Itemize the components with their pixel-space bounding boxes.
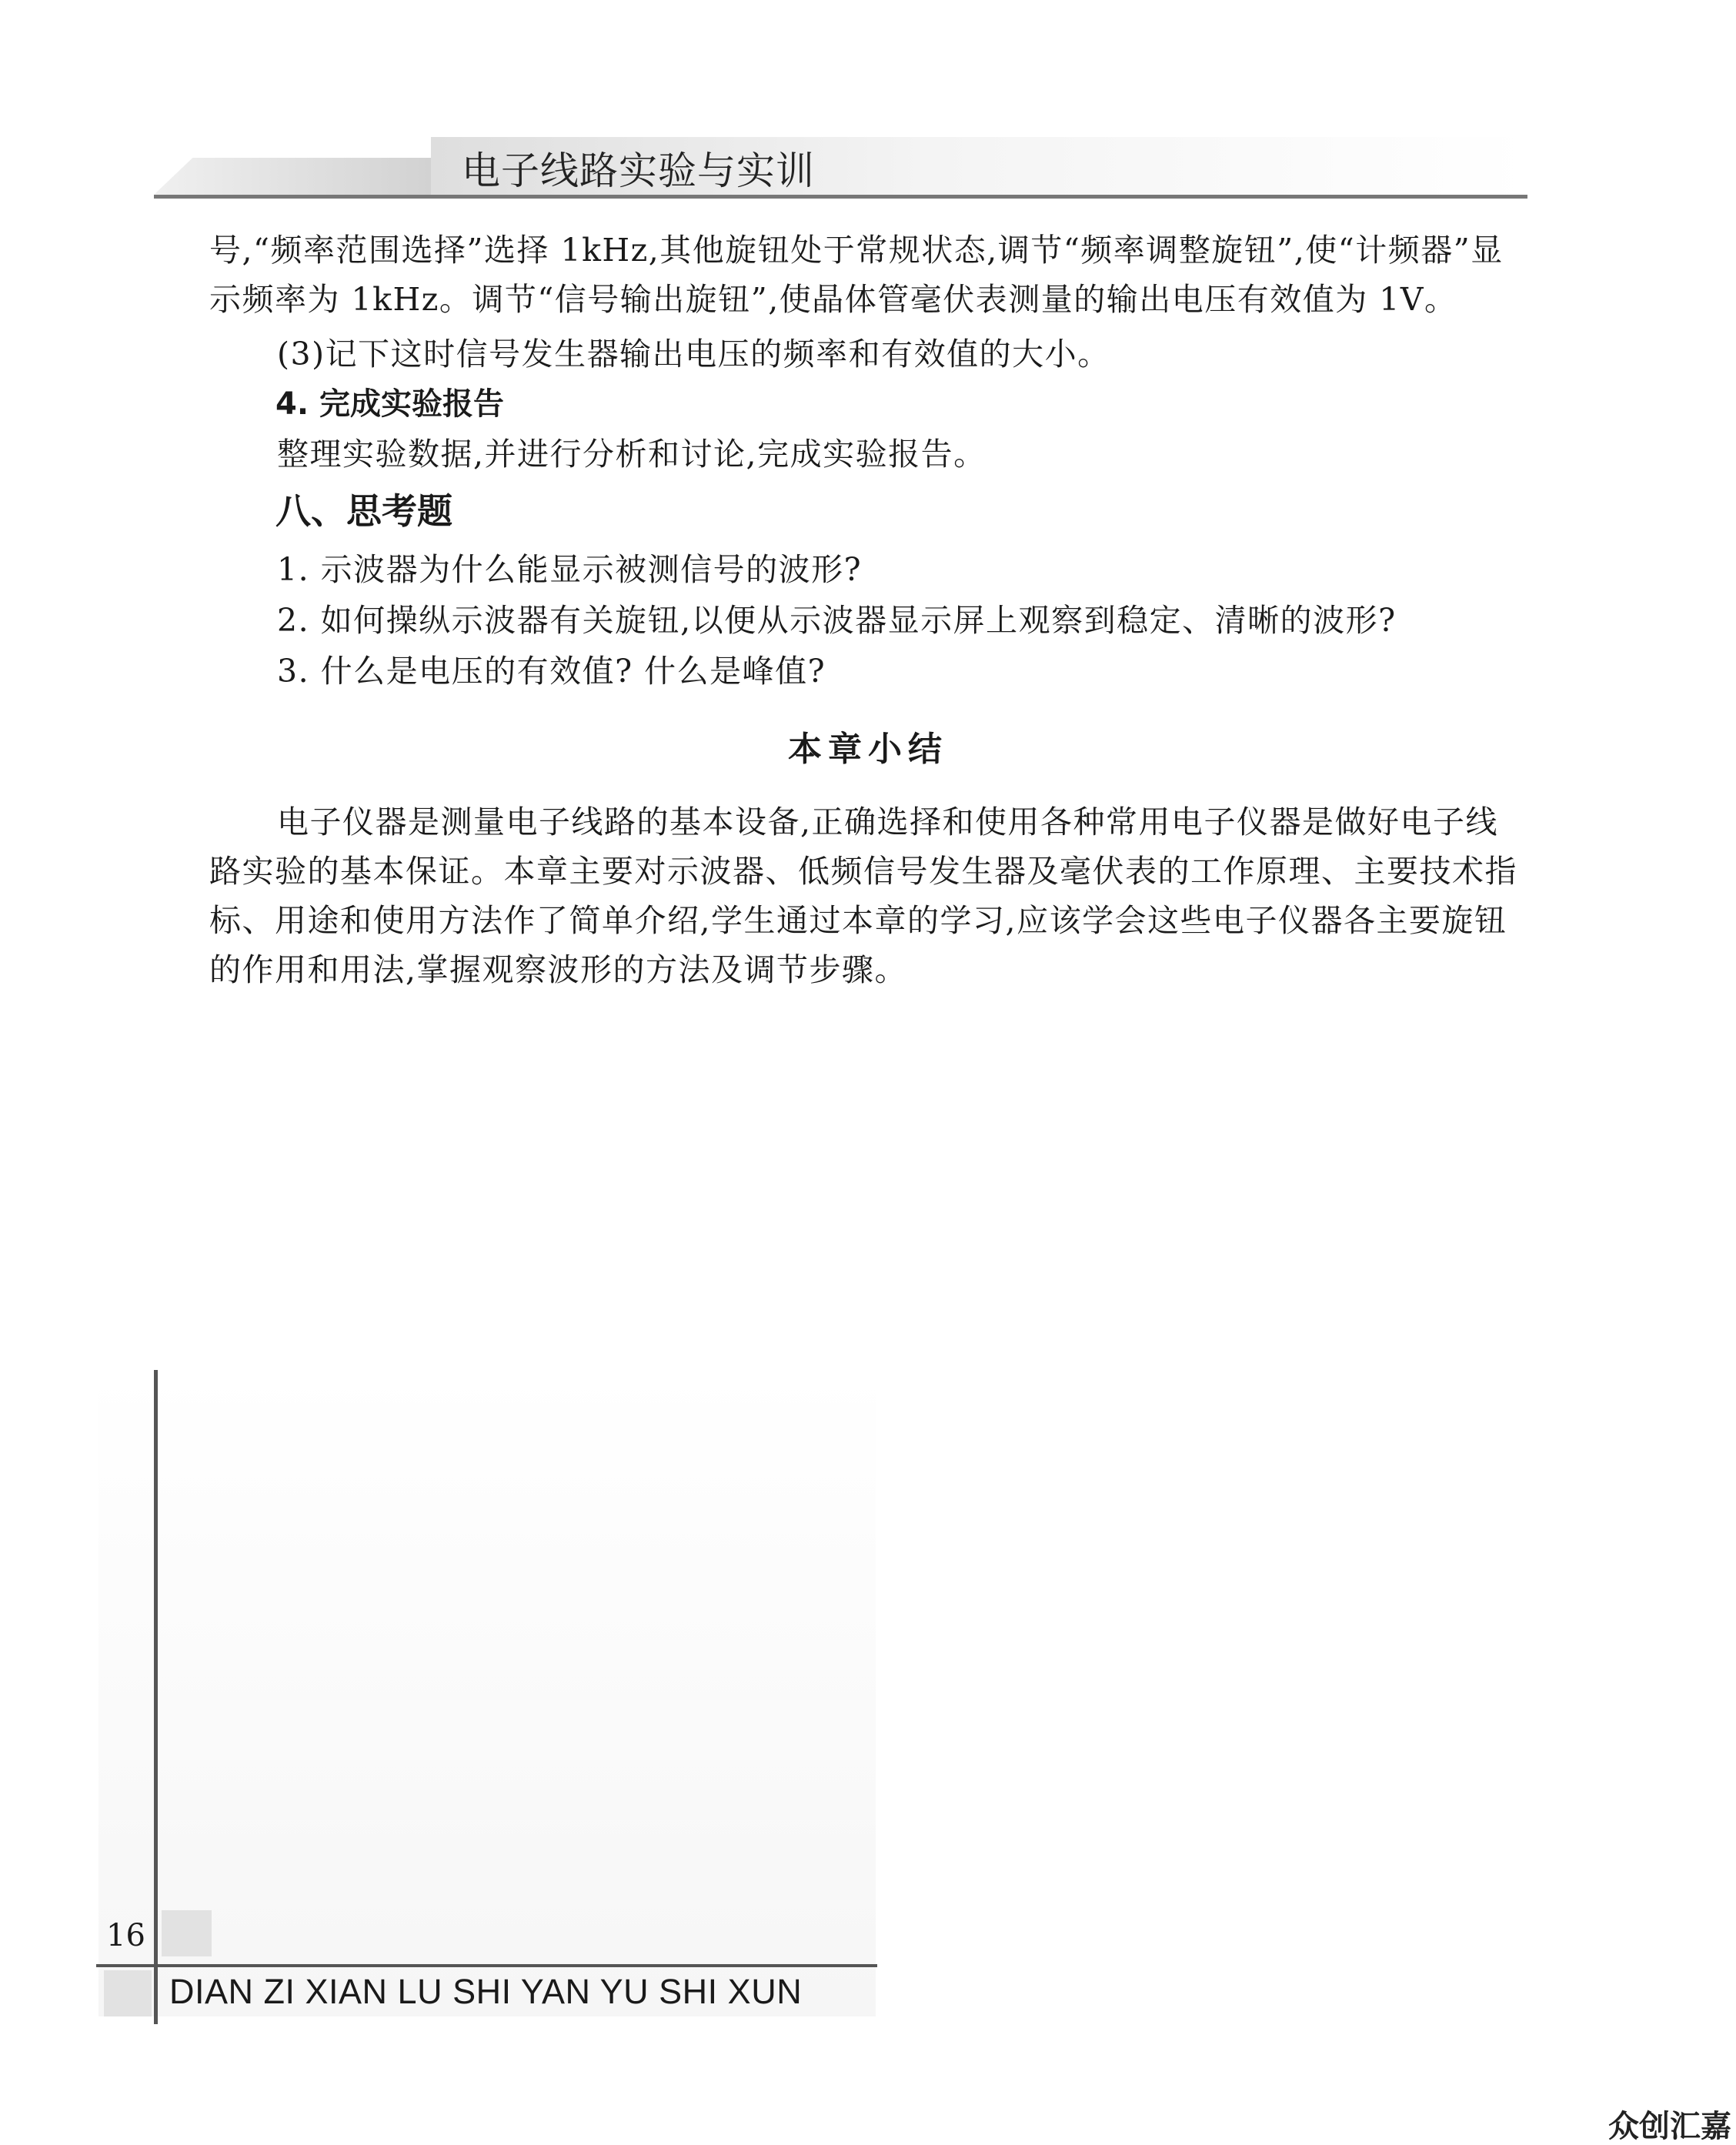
- section-heading-questions: 八、思考题: [275, 490, 452, 532]
- watermark-text: 众创汇嘉: [1608, 2109, 1731, 2144]
- header-rule: [154, 195, 1527, 199]
- footer-decoration-square: [162, 1910, 212, 1956]
- running-header-title: 电子线路实验与实训: [462, 149, 815, 193]
- header-decoration-wedge: [154, 158, 431, 195]
- subheading-complete-report: 4. 完成实验报告: [275, 386, 504, 422]
- footer-vertical-rule: [154, 1370, 158, 2024]
- question-1: 1. 示波器为什么能显示被测信号的波形?: [277, 551, 863, 588]
- paragraph-report: 整理实验数据,并进行分析和讨论,完成实验报告。: [277, 436, 987, 473]
- question-3: 3. 什么是电压的有效值? 什么是峰值?: [277, 653, 826, 690]
- footer-horizontal-rule: [96, 1964, 877, 1967]
- footer-decoration-square-left: [104, 1970, 152, 2016]
- paragraph-signal-setup: 号,“频率范围选择”选择 1kHz,其他旋钮处于常规状态,调节“频率调整旋钮”,使“计频器”显示频率为 1kHz。调节“信号输出旋钮”,使晶体管毫伏表测量的输出电压有效值为 1V。: [209, 232, 1504, 318]
- page-number: 16: [106, 1918, 145, 1953]
- question-2: 2. 如何操纵示波器有关旋钮,以便从示波器显示屏上观察到稳定、清晰的波形?: [277, 602, 1397, 639]
- paragraph-record-step: (3)记下这时信号发生器输出电压的频率和有效值的大小。: [277, 336, 1110, 373]
- chapter-summary-title: 本章小结: [788, 730, 948, 769]
- footer-pinyin-title: DIAN ZI XIAN LU SHI YAN YU SHI XUN: [169, 1972, 803, 2011]
- footer-background-panel: [98, 1370, 876, 2016]
- chapter-summary-paragraph: 电子仪器是测量电子线路的基本设备,正确选择和使用各种常用电子仪器是做好电子线路实验的基本保证。本章主要对示波器、低频信号发生器及毫伏表的工作原理、主要技术指标、用途和使用方法作了简单介绍,学生通过本章的学习,应该学会这些电子仪器各主要旋钮的作用和用法,掌握观察波形的方法及调节步骤。: [209, 804, 1517, 988]
